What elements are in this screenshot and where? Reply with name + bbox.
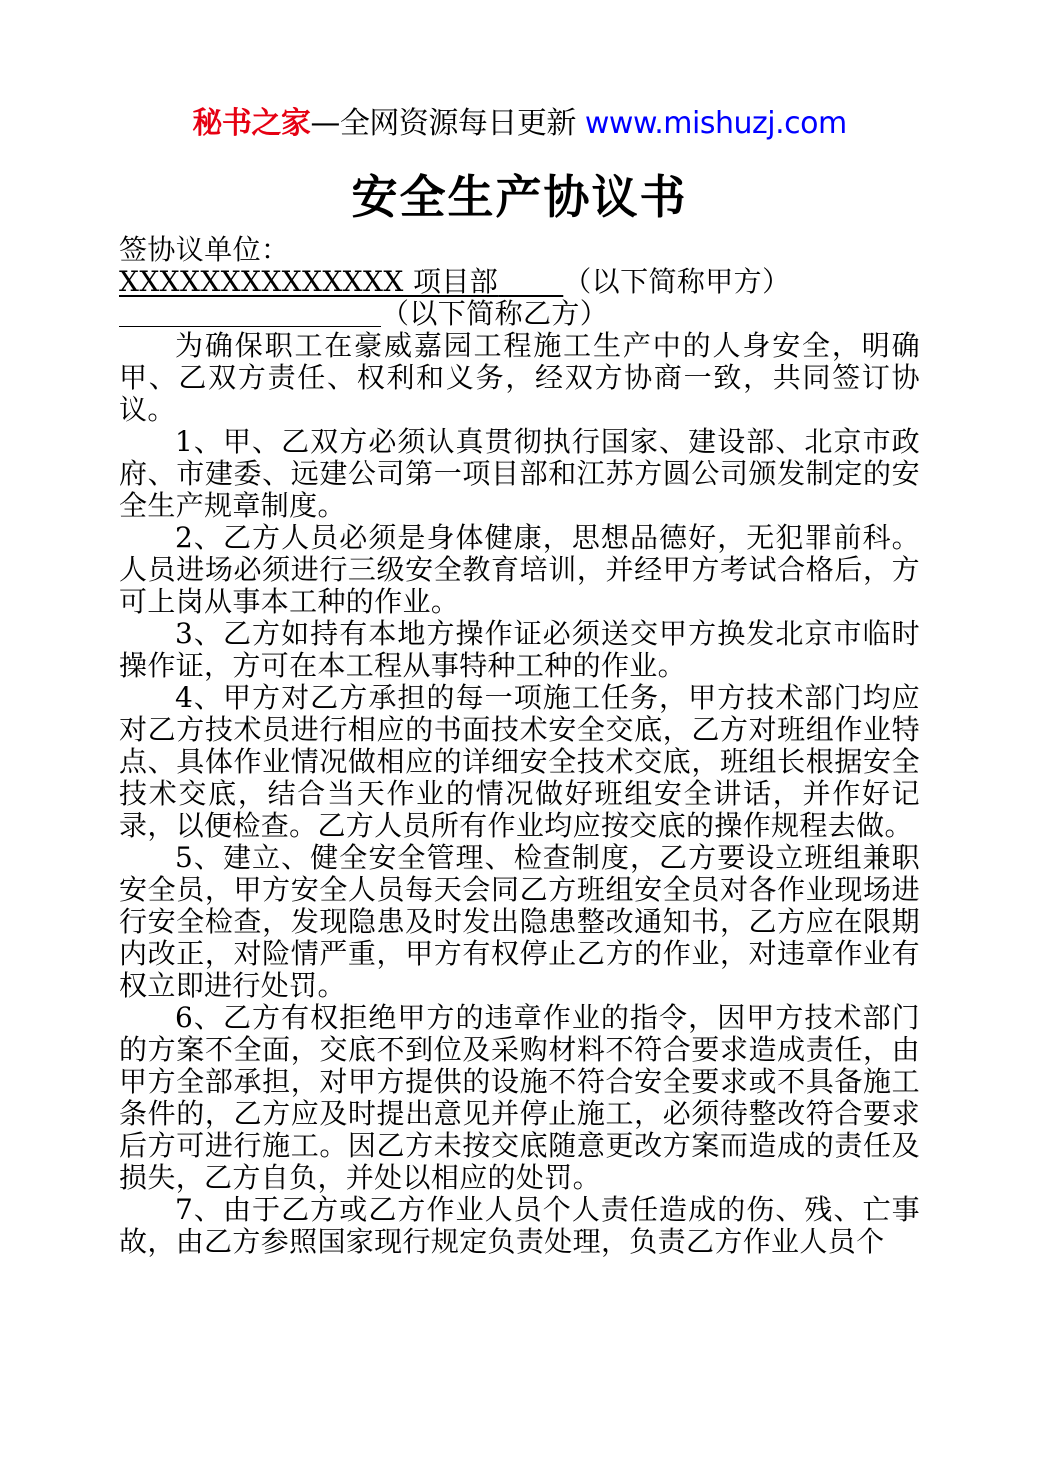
- party-a-line: [119, 266, 920, 298]
- document-page: [119, 100, 920, 1258]
- party-b-blank: [119, 300, 381, 327]
- brand-name: 秘书之家: [192, 106, 311, 141]
- paragraph-7: 7、由于乙方或乙方作业人员个人责任造成的伤、残、亡事故，由乙方参照国家现行规定负责处理，负责乙方作业人员个: [119, 1193, 920, 1258]
- document-title: 安全生产协议书: [351, 170, 688, 224]
- paragraph-3: 3、乙方如持有本地方操作证必须送交甲方换发北京市临时操作证，方可在本工程从事特种工种的作业。: [119, 617, 920, 682]
- paragraph-1: 1、甲、乙双方必须认真贯彻执行国家、建设部、北京市政府、市建委、远建公司第一项目部和江苏方圆公司颁发制定的安全生产规章制度。: [119, 425, 920, 522]
- paragraph-6: 6、乙方有权拒绝甲方的违章作业的指令，因甲方技术部门的方案不全面，交底不到位及采购材料不符合要求造成责任，由甲方全部承担，对甲方提供的设施不符合安全要求或不具备施工条件的，乙方应及时提出意见并停止施工，必须待整改符合要求后方可进行施工。因乙方未按交底随意更改方案而造成的责任及损失，乙方自负，并处以相应的处罚。: [119, 1001, 920, 1194]
- party-b-line: [119, 298, 920, 330]
- paragraph-2: 2、乙方人员必须是身体健康，思想品德好，无犯罪前科。人员进场必须进行三级安全教育培训，并经甲方考试合格后，方可上岗从事本工种的作业。: [119, 521, 920, 618]
- signing-label: 签协议单位：: [119, 233, 290, 266]
- site-header: [119, 100, 920, 148]
- paragraph-4: 4、甲方对乙方承担的每一项施工任务，甲方技术部门均应对乙方技术员进行相应的书面技术安全交底，乙方对班组作业特点、具体作业情况做相应的详细安全技术交底，班组长根据安全技术交底，结合当天作业的情况做好班组安全讲话，并作好记录，以便检查。乙方人员所有作业均应按交底的操作规程去做。: [119, 681, 920, 842]
- party-b-suffix: （以下简称乙方）: [381, 297, 609, 330]
- header-tagline: —全网资源每日更新: [310, 106, 585, 141]
- paragraph-5: 5、建立、健全安全管理、检查制度，乙方要设立班组兼职安全员，甲方安全人员每天会同乙方班组安全员对各作业现场进行安全检查，发现隐患及时发出隐患整改通知书，乙方应在限期内改正，对险情严重，甲方有权停止乙方的作业，对违章作业有权立即进行处罚。: [119, 841, 920, 1002]
- document-body: [119, 330, 920, 1258]
- party-a-suffix: （以下简称甲方）: [563, 265, 791, 298]
- site-url-link[interactable]: www.mishuzj.com: [584, 106, 847, 141]
- party-a-name: XXXXXXXXXXXXXX 项目部: [119, 265, 499, 298]
- paragraph-intro: 为确保职工在豪威嘉园工程施工生产中的人身安全，明确甲、乙双方责任、权利和义务，经双方协商一致，共同签订协议。: [119, 329, 920, 426]
